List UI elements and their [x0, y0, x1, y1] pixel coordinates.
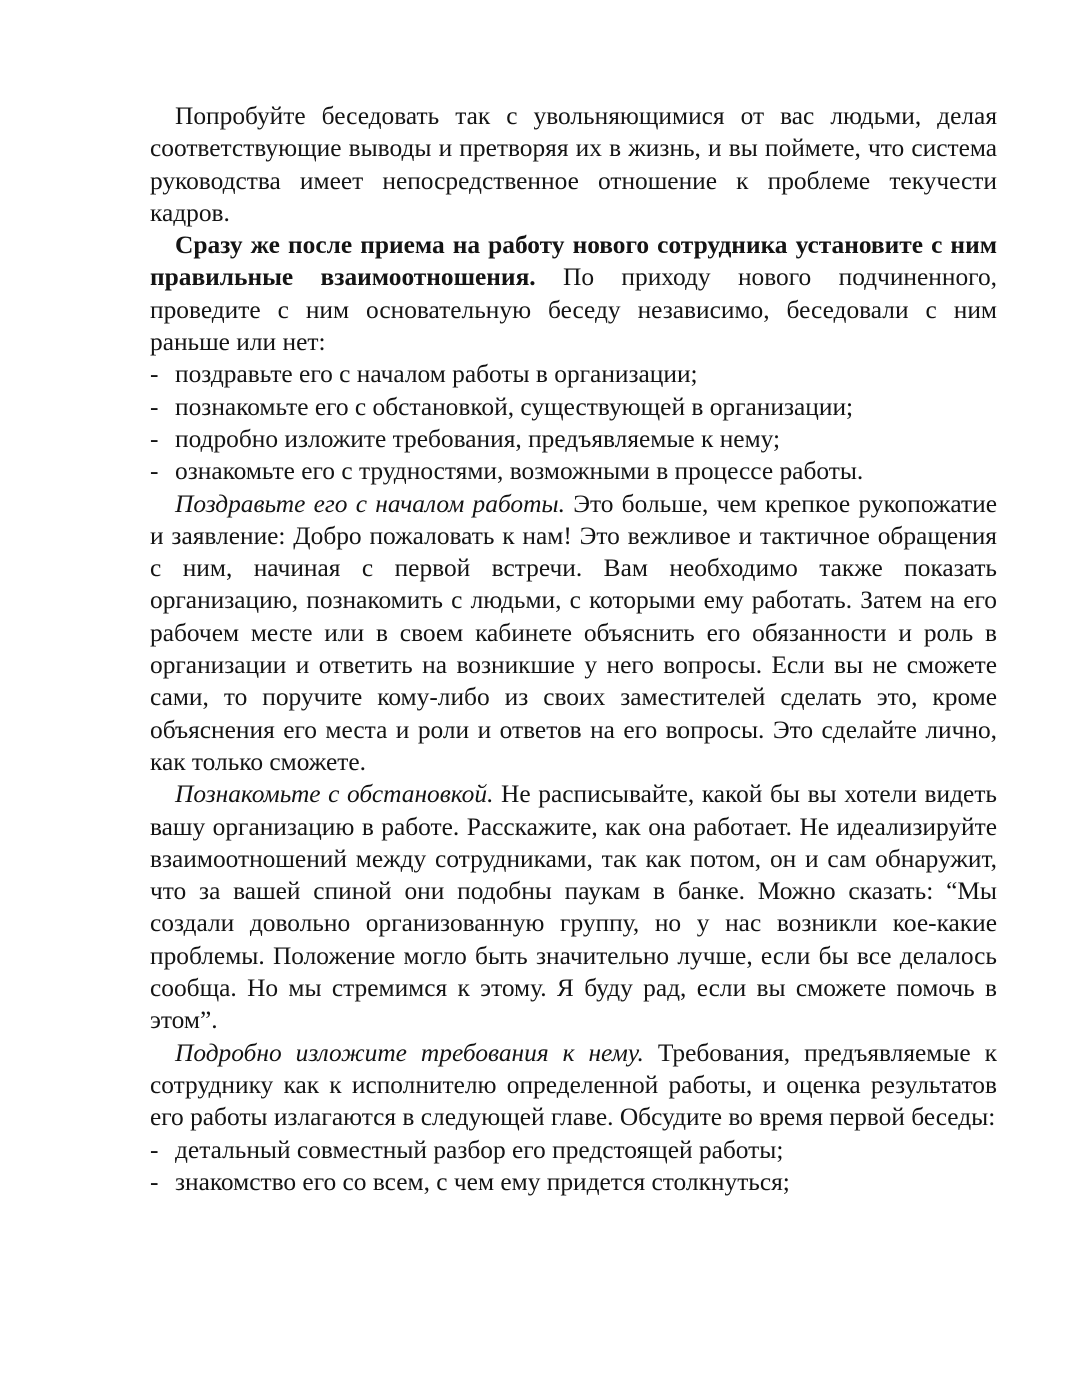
list-item-text: подробно изложите требования, предъявляемые к нему;: [175, 424, 781, 453]
paragraph-4: [150, 778, 997, 1036]
document-page: [150, 100, 997, 1198]
dash-marker: -: [150, 360, 159, 389]
first-meeting-list: [150, 358, 997, 487]
paragraph-3-text: Это больше, чем крепкое рукопожатие и заявление: Добро пожаловать к нам! Это вежливое и тактичное обращения с ним, начиная с первой встречи. Вам необходимо также показать организацию, познакомить с людьми, с которыми ему работать. Затем на его рабочем месте или в своем кабинете объяснить его обязанности и роль в организации и ответить на возникшие у него вопросы. Если вы не сможете сами, то поручите кому-либо из своих заместителей сделать это, кроме объяснения его места и роли и ответов на его вопросы. Это сделайте лично, как только сможете.: [150, 489, 998, 776]
paragraph-4-italic-lead: Познакомьте с обстановкой.: [175, 780, 494, 809]
dash-marker: -: [150, 1167, 159, 1196]
paragraph-5-italic-lead: Подробно изложите требования к нему.: [175, 1038, 644, 1067]
dash-marker: -: [150, 1135, 159, 1164]
paragraph-4-text: Не расписывайте, какой бы вы хотели видеть вашу организацию в работе. Расскажите, как она работает. Не идеализируйте взаимоотношений между сотрудниками, так как потом, он и сам обнаружит, что за вашей спиной они подобны паукам в банке. Можно сказать: “Мы создали довольно организованную группу, но у нас возникли кое-какие проблемы. Положение могло быть значительно лучше, если бы все делалось сообща. Но мы стремимся к этому. Я буду рад, если вы сможете помочь в этом”.: [150, 780, 997, 1035]
list-item-text: познакомьте его с обстановкой, существующей в организации;: [175, 392, 854, 421]
paragraph-5-text: Требования, предъявляемые к сотруднику как к исполнителю определенной работы, и оценка результатов его работы излагаются в следующей главе. Обсудите во время первой беседы:: [150, 1038, 997, 1132]
list-item-text: знакомство его со всем, с чем ему придется столкнуться;: [175, 1167, 790, 1196]
list-item-text: детальный совместный разбор его предстоящей работы;: [175, 1135, 784, 1164]
list-item-text: поздравьте его с началом работы в организации;: [175, 360, 698, 389]
list-item-text: ознакомьте его с трудностями, возможными в процессе работы.: [175, 457, 864, 486]
list-item: [150, 391, 997, 423]
dash-marker: -: [150, 457, 159, 486]
list-item: [150, 455, 997, 487]
paragraph-2: [150, 229, 997, 358]
list-item: [150, 1166, 997, 1198]
dash-marker: -: [150, 424, 159, 453]
paragraph-2-bold-lead: Сразу же после приема на работу нового сотрудника установите с ним правильные взаимоотношения.: [150, 231, 997, 292]
paragraph-1-text: Попробуйте беседовать так с увольняющимися от вас людьми, делая соответствующие выводы и претворяя их в жизнь, и вы поймете, что система руководства имеет непосредственное отношение к проблеме текучести кадров.: [150, 102, 997, 227]
discussion-list: [150, 1134, 997, 1199]
paragraph-3-italic-lead: Поздравьте его с началом работы.: [175, 489, 565, 518]
paragraph-2-text: По приходу нового подчиненного, проведите с ним основательную беседу независимо, беседовали с ним раньше или нет:: [150, 263, 997, 357]
list-item: [150, 423, 997, 455]
paragraph-5: [150, 1037, 997, 1134]
list-item: [150, 358, 997, 390]
paragraph-3: [150, 488, 997, 779]
paragraph-1: [150, 100, 997, 229]
dash-marker: -: [150, 392, 159, 421]
list-item: [150, 1134, 997, 1166]
